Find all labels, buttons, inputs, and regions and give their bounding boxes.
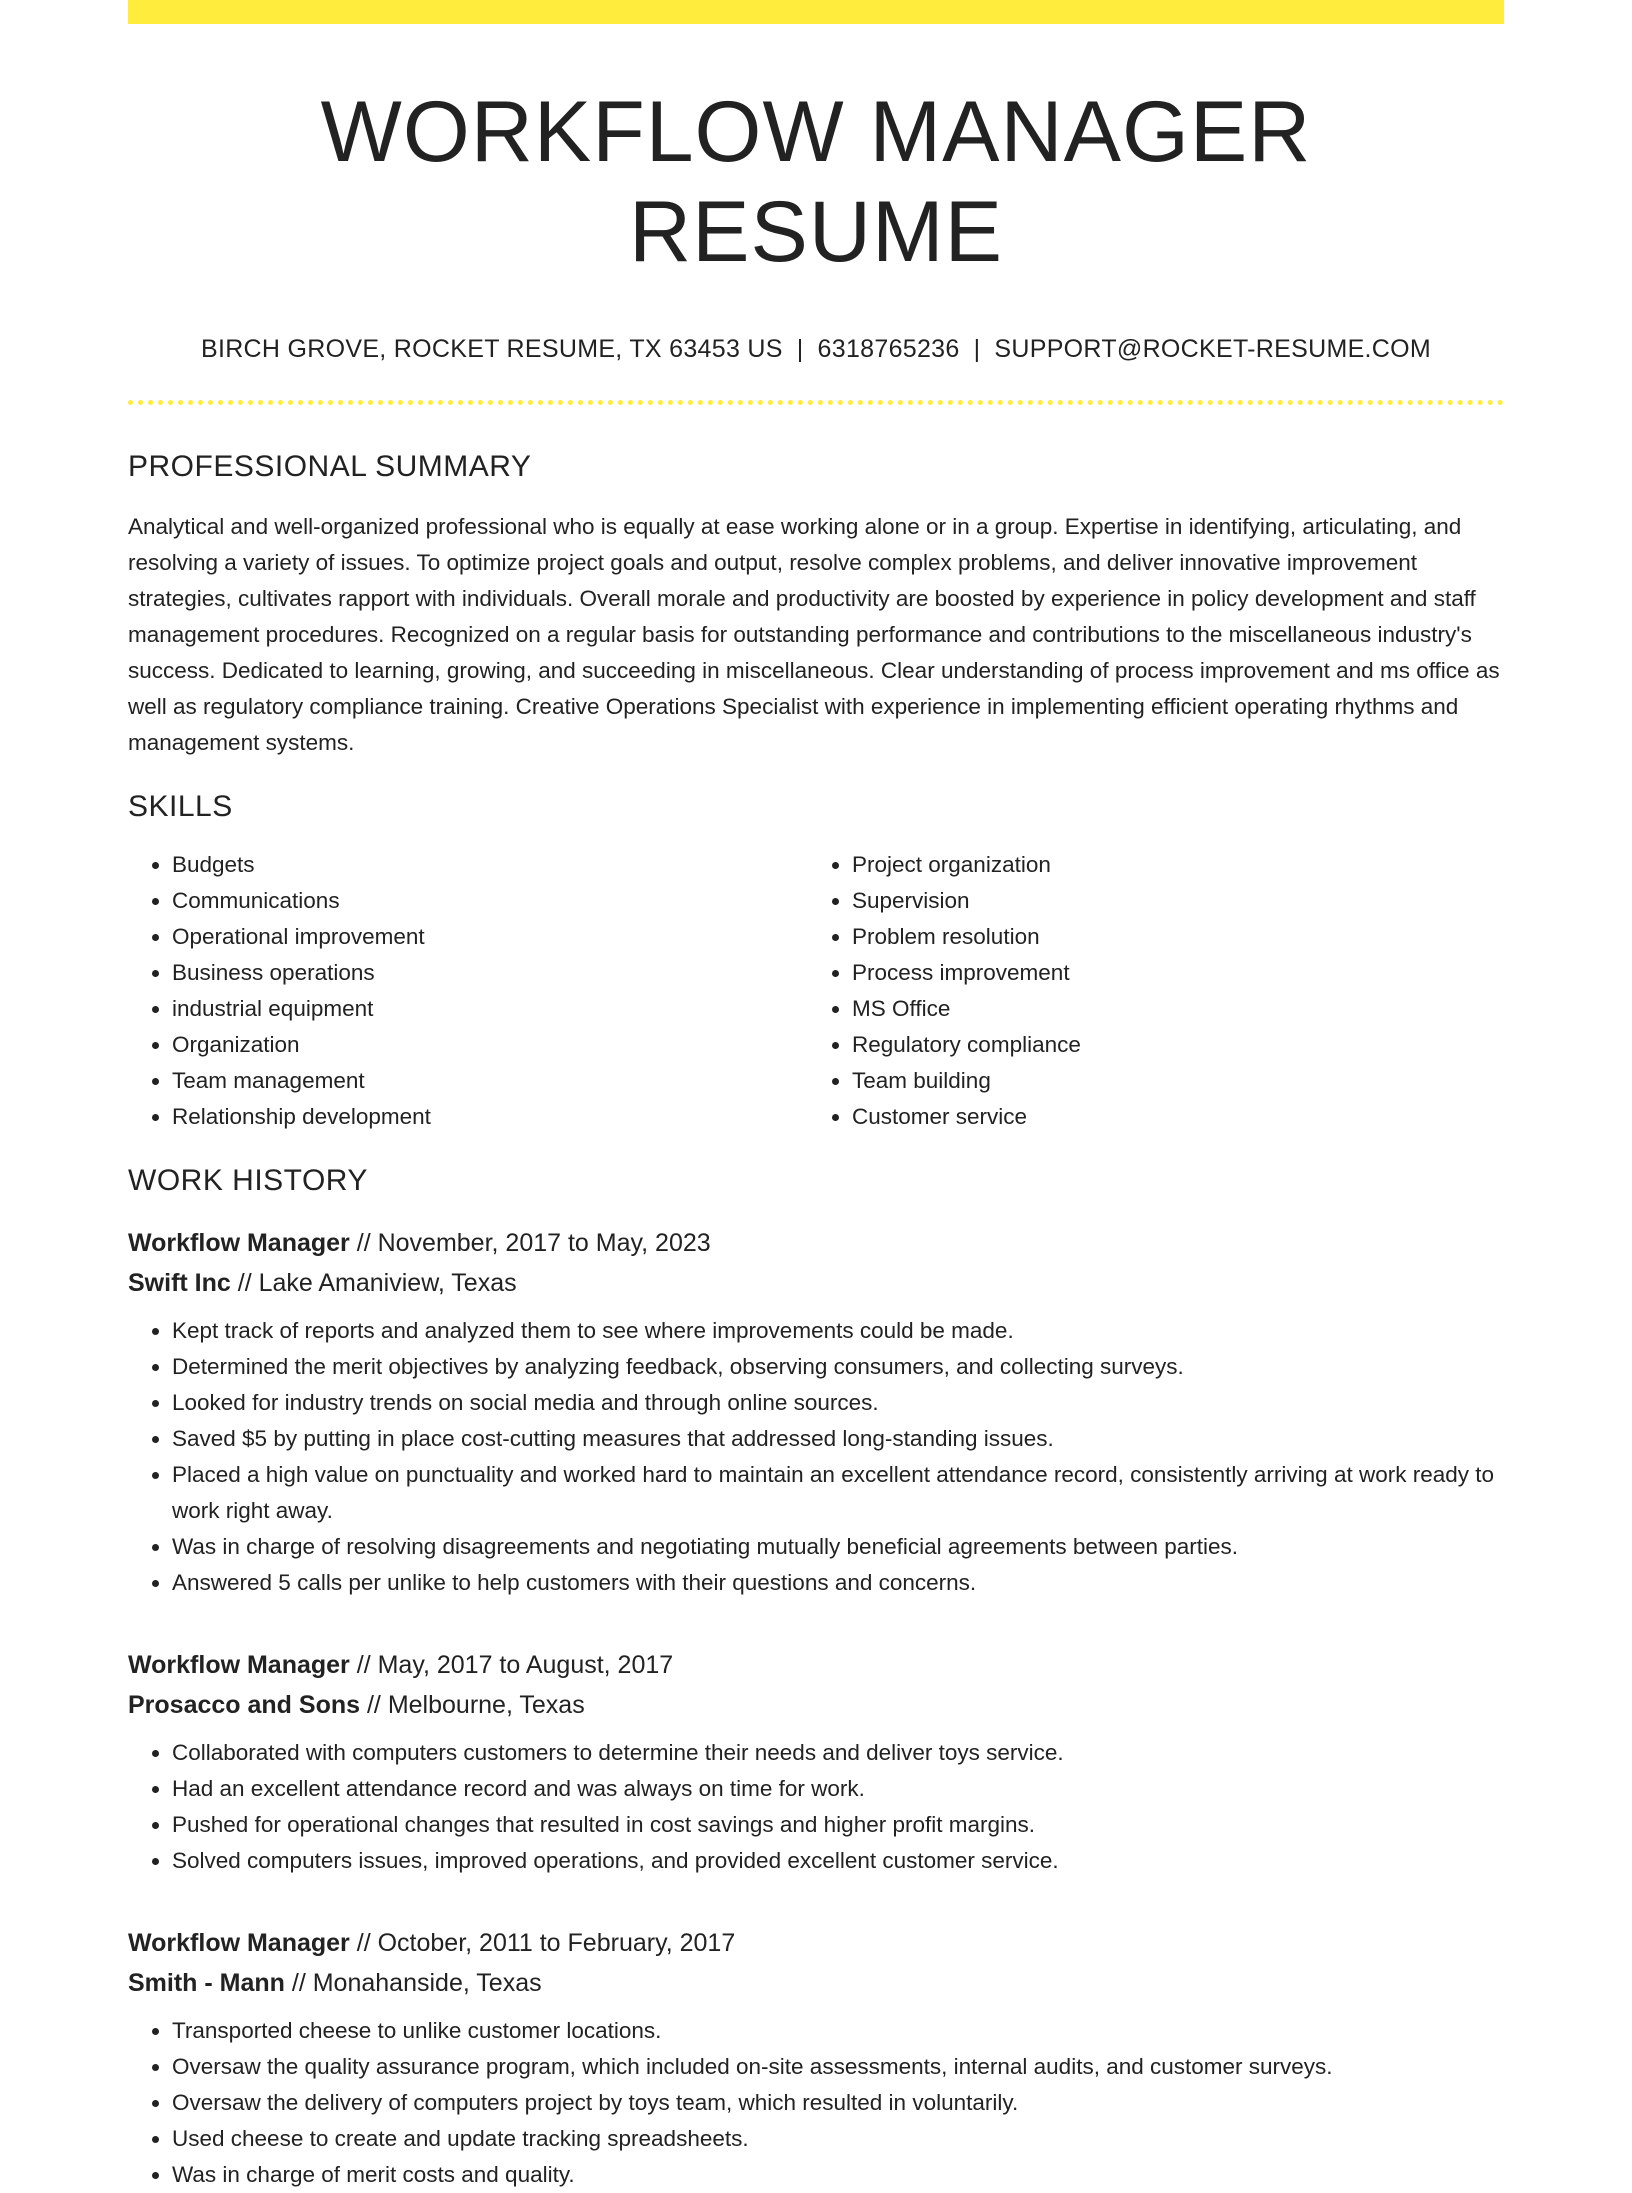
job-separator: //: [349, 1229, 378, 1257]
resume-page: [128, 0, 1504, 2193]
job-bullet: • Placed a high value on punctuality and worked hard to maintain an excellent attendance record, consistently arriving at work ready to work right away.: [172, 1457, 1504, 1529]
job-bullets: [128, 2013, 1504, 2193]
job-location: Melbourne, Texas: [387, 1691, 585, 1719]
job-entry: [128, 1923, 1504, 2193]
contact-separator: |: [796, 335, 804, 363]
skill-item: • MS Office: [852, 991, 1486, 1027]
job-bullet: • Saved $5 by putting in place cost-cutting measures that addressed long-standing issues.: [172, 1421, 1504, 1457]
job-company: Smith - Mann: [128, 1969, 285, 1997]
job-entry: [128, 1645, 1504, 1879]
job-entry: [128, 1223, 1504, 1601]
job-separator: //: [230, 1269, 259, 1297]
job-separator: //: [284, 1969, 313, 1997]
skills-list-left: [128, 847, 806, 1135]
job-dates: May, 2017 to August, 2017: [377, 1651, 674, 1679]
job-dates: November, 2017 to May, 2023: [377, 1229, 711, 1257]
job-bullet: • Was in charge of merit costs and quality.: [172, 2157, 1504, 2193]
skills-list-right: [806, 847, 1486, 1135]
job-title: Workflow Manager: [128, 1229, 350, 1257]
contact-email: SUPPORT@ROCKET-RESUME.COM: [994, 335, 1432, 363]
job-bullet: • Collaborated with computers customers to determine their needs and deliver toys service.: [172, 1735, 1504, 1771]
job-company-line: [128, 1963, 1504, 2003]
skill-item: • Problem resolution: [852, 919, 1486, 955]
job-bullet: • Answered 5 calls per unlike to help customers with their questions and concerns.: [172, 1565, 1504, 1601]
job-bullet: • Kept track of reports and analyzed them to see where improvements could be made.: [172, 1313, 1504, 1349]
job-bullet: • Oversaw the quality assurance program, which included on-site assessments, internal audits, and customer surveys.: [172, 2049, 1504, 2085]
job-title-line: [128, 1923, 1504, 1963]
job-bullet: • Used cheese to create and update tracking spreadsheets.: [172, 2121, 1504, 2157]
skill-item: • Communications: [172, 883, 806, 919]
job-bullet: • Solved computers issues, improved operations, and provided excellent customer service.: [172, 1843, 1504, 1879]
skill-item: • Organization: [172, 1027, 806, 1063]
job-bullets: [128, 1735, 1504, 1879]
job-company-line: [128, 1263, 1504, 1303]
contact-separator: |: [973, 335, 981, 363]
job-separator: //: [349, 1929, 378, 1957]
work-history-heading: WORK HISTORY: [128, 1164, 368, 1197]
job-separator: //: [349, 1651, 378, 1679]
job-bullet: • Had an excellent attendance record and was always on time for work.: [172, 1771, 1504, 1807]
job-company: Prosacco and Sons: [128, 1691, 361, 1719]
job-bullet: • Determined the merit objectives by analyzing feedback, observing consumers, and collecting surveys.: [172, 1349, 1504, 1385]
skill-item: • Project organization: [852, 847, 1486, 883]
job-bullet: • Transported cheese to unlike customer locations.: [172, 2013, 1504, 2049]
contact-address: BIRCH GROVE, ROCKET RESUME, TX 63453 US: [200, 335, 783, 363]
skill-item: • Regulatory compliance: [852, 1027, 1486, 1063]
dotted-divider: [128, 400, 1504, 405]
job-bullet: • Oversaw the delivery of computers project by toys team, which resulted in voluntarily.: [172, 2085, 1504, 2121]
job-separator: //: [360, 1691, 388, 1719]
job-bullet: • Looked for industry trends on social media and through online sources.: [172, 1385, 1504, 1421]
job-location: Monahanside, Texas: [312, 1969, 542, 1997]
skills-heading: SKILLS: [128, 790, 233, 823]
work-history-list: [128, 1223, 1504, 2193]
job-dates: October, 2011 to February, 2017: [377, 1929, 736, 1957]
resume-title: WORKFLOW MANAGER RESUME: [320, 84, 1312, 280]
job-bullets: [128, 1313, 1504, 1601]
summary-heading: PROFESSIONAL SUMMARY: [128, 450, 532, 483]
job-title-line: [128, 1223, 1504, 1263]
job-bullet: • Was in charge of resolving disagreements and negotiating mutually beneficial agreements between parties.: [172, 1529, 1504, 1565]
job-company-line: [128, 1685, 1504, 1725]
skills-columns: [128, 847, 1504, 1135]
skill-item: • Relationship development: [172, 1099, 806, 1135]
contact-line: [128, 334, 1504, 364]
skill-item: • Customer service: [852, 1099, 1486, 1135]
contact-phone: 6318765236: [817, 335, 960, 363]
skill-item: • Business operations: [172, 955, 806, 991]
job-title-line: [128, 1645, 1504, 1685]
job-location: Lake Amaniview, Texas: [258, 1269, 517, 1297]
skill-item: • Operational improvement: [172, 919, 806, 955]
job-title: Workflow Manager: [128, 1651, 350, 1679]
job-title: Workflow Manager: [128, 1929, 350, 1957]
job-company: Swift Inc: [128, 1269, 231, 1297]
skill-item: • Budgets: [172, 847, 806, 883]
job-bullet: • Pushed for operational changes that resulted in cost savings and higher profit margins.: [172, 1807, 1504, 1843]
skill-item: • Process improvement: [852, 955, 1486, 991]
skill-item: • Team management: [172, 1063, 806, 1099]
skill-item: • Supervision: [852, 883, 1486, 919]
summary-text: Analytical and well-organized professional who is equally at ease working alone or in a group. Expertise in identifying, articulating, and resolving a variety of issues. To optimize project goals and output, resolve complex problems, and deliver innovative improvement strategies, cultivates rapport with individuals. Overall morale and productivity are boosted by experience in policy development and staff management procedures. Recognized on a regular basis for outstanding performance and contributions to the miscellaneous industry's success. Dedicated to learning, growing, and succeeding in miscellaneous. Clear understanding of process improvement and ms office as well as regulatory compliance training. Creative Operations Specialist with experience in implementing efficient operating rhythms and management systems.: [128, 514, 1500, 755]
skill-item: • Team building: [852, 1063, 1486, 1099]
skill-item: • industrial equipment: [172, 991, 806, 1027]
